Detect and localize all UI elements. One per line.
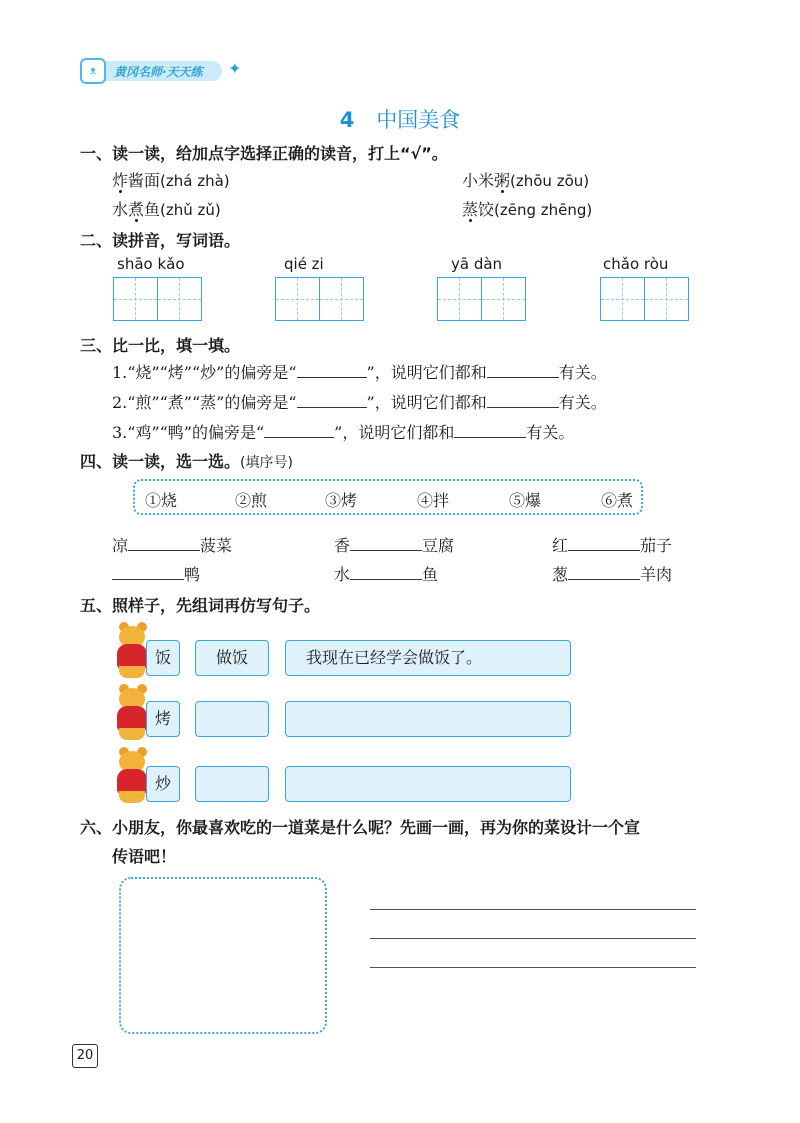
- blank[interactable]: [568, 535, 640, 551]
- blank[interactable]: [264, 422, 334, 438]
- section-3-heading: 三、比一比，填一填。: [80, 336, 241, 355]
- writing-grid-2[interactable]: [275, 277, 364, 321]
- fill-post: 豆腐: [422, 536, 455, 555]
- writing-grid-3[interactable]: [437, 277, 526, 321]
- blank[interactable]: [112, 564, 184, 580]
- char-box-2: 烤: [146, 701, 180, 737]
- fill-pre: 香: [334, 536, 351, 555]
- char-box-1: 饭: [146, 640, 180, 676]
- option-6: ⑥煮: [601, 491, 634, 510]
- brand-banner: [80, 58, 250, 82]
- s3-line-2: [112, 390, 607, 413]
- grid-cell[interactable]: [114, 278, 158, 320]
- slogan-line-3[interactable]: [370, 967, 696, 968]
- slogan-line-1[interactable]: [370, 909, 696, 910]
- blank[interactable]: [297, 392, 367, 408]
- s3-line-2-a: 2.“煎”“煮”“蒸”的偏旁是“: [112, 393, 297, 412]
- page-number: 20: [72, 1044, 98, 1068]
- fill-item: [552, 562, 672, 585]
- grid-cell[interactable]: [482, 278, 526, 320]
- page-title: [0, 104, 800, 134]
- fill-post: 鸭: [184, 565, 201, 584]
- s1-item-3: [112, 197, 221, 220]
- s1-item-3-word: 水煮鱼: [112, 200, 161, 219]
- s1-item-4: [462, 197, 592, 220]
- fill-post: 菠菜: [200, 536, 233, 555]
- fill-post: 茄子: [640, 536, 673, 555]
- word-box-1[interactable]: 做饭: [195, 640, 269, 676]
- blank[interactable]: [297, 362, 367, 378]
- grid-cell[interactable]: [438, 278, 482, 320]
- option-3: ③烤: [325, 491, 358, 510]
- section-6-heading-line-1: 六、小朋友，你最喜欢吃的一道菜是什么呢？先画一画，再为你的菜设计一个宣: [80, 818, 641, 837]
- s3-line-1: [112, 360, 607, 383]
- fill-pre: 红: [552, 536, 569, 555]
- option-1: ①烧: [145, 491, 178, 510]
- grid-cell[interactable]: [601, 278, 645, 320]
- s3-line-1-a: 1.“烧”“烤”“炒”的偏旁是“: [112, 363, 297, 382]
- fill-item: [112, 533, 232, 556]
- emphasis-dot: [119, 190, 122, 193]
- blank[interactable]: [487, 392, 559, 408]
- section-4-heading: [80, 449, 293, 472]
- s1-item-1-pinyin[interactable]: (zhá zhà): [160, 172, 230, 190]
- bear-logo-icon: ᴥ: [80, 58, 106, 84]
- s3-line-1-c: 有关。: [558, 363, 607, 382]
- s1-item-1-word: 炸酱面: [112, 171, 161, 190]
- s1-item-3-pinyin[interactable]: (zhǔ zǔ): [160, 201, 221, 219]
- fill-item: [112, 562, 200, 585]
- pinyin-3: yā dàn: [451, 255, 503, 273]
- fill-pre: 水: [334, 565, 351, 584]
- s1-item-2: [462, 168, 589, 191]
- emphasis-dot: [501, 190, 504, 193]
- lesson-number: 4: [339, 108, 355, 132]
- grid-cell[interactable]: [645, 278, 689, 320]
- s3-line-2-b: ”，说明它们都和: [366, 393, 487, 412]
- slogan-line-2[interactable]: [370, 938, 696, 939]
- blank[interactable]: [568, 564, 640, 580]
- fill-item: [552, 533, 672, 556]
- char-box-3: 炒: [146, 766, 180, 802]
- fill-pre: 凉: [112, 536, 129, 555]
- grid-cell[interactable]: [276, 278, 320, 320]
- option-5: ⑤爆: [509, 491, 542, 510]
- s3-line-3-b: ”，说明它们都和: [334, 423, 455, 442]
- lesson-title: 中国美食: [376, 108, 461, 132]
- options-box: [133, 479, 643, 515]
- fill-post: 鱼: [422, 565, 439, 584]
- section-4-note: (填序号): [240, 455, 293, 471]
- pinyin-1: shāo kǎo: [117, 255, 185, 273]
- section-2-heading: 二、读拼音，写词语。: [80, 231, 241, 250]
- emphasis-dot: [135, 219, 138, 222]
- grid-cell[interactable]: [158, 278, 202, 320]
- blank[interactable]: [350, 535, 422, 551]
- fill-item: [334, 562, 438, 585]
- emphasis-dot: [469, 219, 472, 222]
- section-6-heading-line-2: 传语吧！: [112, 847, 177, 866]
- s3-line-2-c: 有关。: [558, 393, 607, 412]
- grid-cell[interactable]: [320, 278, 364, 320]
- blank[interactable]: [350, 564, 422, 580]
- star-icon: ✦: [228, 59, 242, 78]
- sentence-box-1[interactable]: 我现在已经学会做饭了。: [285, 640, 571, 676]
- writing-grid-4[interactable]: [600, 277, 689, 321]
- pinyin-4: chǎo ròu: [603, 255, 669, 273]
- s3-line-3-a: 3.“鸡”“鸭”的偏旁是“: [112, 423, 265, 442]
- fill-item: [334, 533, 454, 556]
- blank[interactable]: [487, 362, 559, 378]
- drawing-area[interactable]: [119, 877, 327, 1034]
- s1-item-2-word: 小米粥: [462, 171, 511, 190]
- option-4: ④拌: [417, 491, 450, 510]
- s1-item-1: [112, 168, 230, 191]
- fill-pre: 葱: [552, 565, 569, 584]
- s1-item-4-word: 蒸饺: [462, 200, 495, 219]
- section-5-heading: 五、照样子，先组词再仿写句子。: [80, 596, 321, 615]
- fill-post: 羊肉: [640, 565, 673, 584]
- section-4-heading-text: 四、读一读，选一选。: [80, 452, 241, 471]
- word-box-2[interactable]: [195, 701, 269, 737]
- sentence-box-3[interactable]: [285, 766, 571, 802]
- blank[interactable]: [128, 535, 200, 551]
- s3-line-1-b: ”，说明它们都和: [366, 363, 487, 382]
- sentence-box-2[interactable]: [285, 701, 571, 737]
- brand-text: 黄冈名师·天天练: [114, 65, 203, 79]
- section-1-heading: 一、读一读，给加点字选择正确的读音，打上“√”。: [80, 144, 448, 163]
- blank[interactable]: [454, 422, 526, 438]
- s1-item-2-pinyin[interactable]: (zhōu zōu): [510, 172, 590, 190]
- writing-grid-1[interactable]: [113, 277, 202, 321]
- s3-line-3-c: 有关。: [526, 423, 575, 442]
- pinyin-2: qié zi: [284, 255, 324, 273]
- word-box-3[interactable]: [195, 766, 269, 802]
- option-2: ②煎: [235, 491, 268, 510]
- s1-item-4-pinyin[interactable]: (zēng zhēng): [494, 201, 593, 219]
- s3-line-3: [112, 420, 574, 443]
